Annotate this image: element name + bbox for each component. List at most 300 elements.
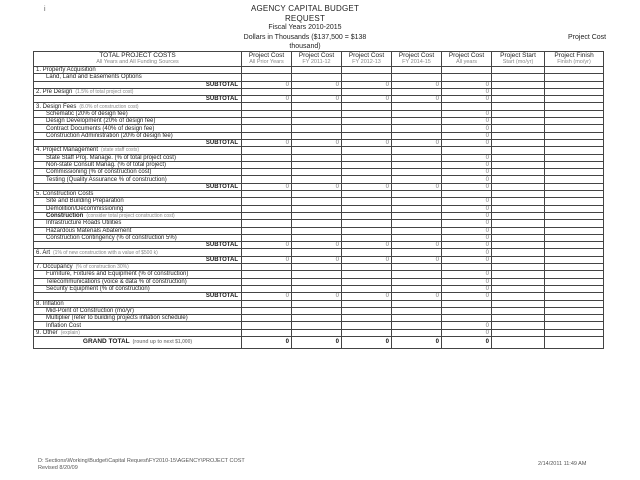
value-cell[interactable]: 0	[442, 220, 492, 227]
value-cell[interactable]: 0	[342, 183, 392, 190]
value-cell[interactable]: 0	[442, 329, 492, 336]
value-cell[interactable]	[545, 336, 604, 348]
value-cell[interactable]	[545, 329, 604, 336]
value-cell[interactable]	[292, 169, 342, 176]
value-cell[interactable]	[545, 264, 604, 271]
value-cell[interactable]	[292, 300, 342, 307]
value-cell[interactable]	[342, 110, 392, 117]
value-cell[interactable]	[492, 212, 545, 219]
value-cell[interactable]: 0	[442, 139, 492, 146]
value-cell[interactable]	[545, 249, 604, 256]
value-cell[interactable]	[545, 256, 604, 263]
value-cell[interactable]	[242, 74, 292, 81]
value-cell[interactable]	[545, 307, 604, 314]
value-cell[interactable]	[242, 191, 292, 198]
value-cell[interactable]: 0	[442, 88, 492, 95]
value-cell[interactable]	[342, 307, 392, 314]
value-cell[interactable]	[292, 110, 342, 117]
value-cell[interactable]: 0	[242, 336, 292, 348]
value-cell[interactable]	[392, 329, 442, 336]
value-cell[interactable]	[392, 110, 442, 117]
value-cell[interactable]	[292, 103, 342, 110]
value-cell[interactable]	[545, 205, 604, 212]
line-item-row	[34, 322, 604, 329]
value-cell[interactable]	[342, 154, 392, 161]
value-cell[interactable]	[545, 74, 604, 81]
value-cell[interactable]	[342, 234, 392, 241]
value-cell[interactable]	[392, 154, 442, 161]
value-cell[interactable]	[492, 125, 545, 132]
subtotal-row	[34, 183, 604, 190]
value-cell[interactable]: 0	[442, 256, 492, 263]
value-cell[interactable]	[342, 227, 392, 234]
value-cell[interactable]	[545, 278, 604, 285]
value-cell[interactable]	[545, 118, 604, 125]
value-cell[interactable]	[545, 227, 604, 234]
value-cell[interactable]	[242, 125, 292, 132]
value-cell[interactable]	[242, 264, 292, 271]
value-cell[interactable]	[242, 278, 292, 285]
value-cell[interactable]	[392, 300, 442, 307]
value-cell[interactable]: 0	[442, 336, 492, 348]
value-cell[interactable]	[545, 176, 604, 183]
value-cell[interactable]	[492, 315, 545, 322]
value-cell[interactable]	[492, 169, 545, 176]
value-cell[interactable]	[392, 220, 442, 227]
value-cell[interactable]	[392, 103, 442, 110]
value-cell[interactable]	[292, 264, 342, 271]
footer-revised: Revised 8/20/09	[38, 465, 78, 471]
row-label	[34, 205, 242, 212]
row-note: (state staff costs)	[101, 147, 140, 154]
value-cell[interactable]	[492, 322, 545, 329]
value-cell[interactable]	[492, 191, 545, 198]
value-cell[interactable]: 0	[392, 183, 442, 190]
value-cell[interactable]	[545, 132, 604, 139]
value-cell[interactable]	[242, 322, 292, 329]
value-cell[interactable]	[392, 307, 442, 314]
document-title: AGENCY CAPITAL BUDGET REQUEST	[250, 4, 360, 23]
row-title: 8. Inflation	[36, 300, 64, 307]
value-cell[interactable]: 0	[392, 242, 442, 249]
row-title: Testing (Quality Assurance % of construction)	[46, 176, 167, 183]
value-cell[interactable]: 0	[442, 161, 492, 168]
value-cell[interactable]	[545, 139, 604, 146]
value-cell[interactable]: 0	[442, 227, 492, 234]
value-cell[interactable]	[292, 191, 342, 198]
value-cell[interactable]	[492, 176, 545, 183]
value-cell[interactable]	[242, 205, 292, 212]
value-cell[interactable]	[342, 169, 392, 176]
value-cell[interactable]	[342, 147, 392, 154]
header-line2: All Prior Years	[249, 59, 284, 65]
value-cell[interactable]	[242, 88, 292, 95]
value-cell[interactable]: 0	[342, 336, 392, 348]
value-cell[interactable]	[342, 264, 392, 271]
value-cell[interactable]: 0	[342, 242, 392, 249]
value-cell[interactable]	[292, 88, 342, 95]
value-cell[interactable]	[292, 315, 342, 322]
value-cell[interactable]	[492, 103, 545, 110]
value-cell[interactable]: 0	[392, 139, 442, 146]
value-cell[interactable]	[242, 249, 292, 256]
value-cell[interactable]	[242, 271, 292, 278]
value-cell[interactable]: 0	[342, 256, 392, 263]
value-cell[interactable]: 0	[242, 242, 292, 249]
value-cell[interactable]	[242, 300, 292, 307]
value-cell[interactable]	[242, 161, 292, 168]
value-cell[interactable]	[492, 67, 545, 74]
value-cell[interactable]	[392, 169, 442, 176]
value-cell[interactable]: 0	[442, 242, 492, 249]
value-cell[interactable]	[292, 249, 342, 256]
value-cell[interactable]	[492, 139, 545, 146]
value-cell[interactable]	[342, 176, 392, 183]
row-title: Contract Documents (40% of design fee)	[46, 125, 155, 132]
value-cell[interactable]	[392, 88, 442, 95]
value-cell[interactable]	[292, 147, 342, 154]
row-label	[34, 125, 242, 132]
value-cell[interactable]	[545, 147, 604, 154]
value-cell[interactable]: 0	[242, 81, 292, 88]
value-cell[interactable]	[545, 81, 604, 88]
value-cell[interactable]	[492, 118, 545, 125]
value-cell[interactable]	[492, 205, 545, 212]
value-cell[interactable]	[342, 278, 392, 285]
value-cell[interactable]	[242, 103, 292, 110]
value-cell[interactable]	[442, 74, 492, 81]
dollars-note: Dollars in Thousands ($137,500 = $138 thousand)	[243, 33, 367, 50]
value-cell[interactable]	[242, 212, 292, 219]
value-cell[interactable]	[492, 96, 545, 103]
value-cell[interactable]: 0	[342, 81, 392, 88]
value-cell[interactable]	[392, 205, 442, 212]
value-cell[interactable]	[545, 96, 604, 103]
value-cell[interactable]	[492, 242, 545, 249]
value-cell[interactable]	[442, 147, 492, 154]
value-cell[interactable]	[342, 191, 392, 198]
value-cell[interactable]: 0	[242, 256, 292, 263]
value-cell[interactable]	[292, 329, 342, 336]
value-cell[interactable]	[492, 293, 545, 300]
value-cell[interactable]	[342, 74, 392, 81]
header-line1: Project Cost	[398, 52, 435, 59]
value-cell[interactable]	[545, 103, 604, 110]
value-cell[interactable]	[242, 132, 292, 139]
value-cell[interactable]	[342, 198, 392, 205]
value-cell[interactable]	[242, 118, 292, 125]
row-title: Construction Administration (20% of design fee)	[46, 132, 173, 139]
value-cell[interactable]: 0	[442, 205, 492, 212]
value-cell[interactable]	[292, 322, 342, 329]
value-cell[interactable]	[292, 307, 342, 314]
row-title: Security Equipment (% of construction)	[46, 286, 150, 293]
value-cell[interactable]	[342, 315, 392, 322]
value-cell[interactable]: 0	[442, 322, 492, 329]
value-cell[interactable]	[242, 176, 292, 183]
value-cell[interactable]	[342, 220, 392, 227]
grand-total-row	[34, 336, 604, 348]
value-cell[interactable]	[392, 278, 442, 285]
value-cell[interactable]	[292, 234, 342, 241]
value-cell[interactable]	[442, 300, 492, 307]
value-cell[interactable]: 0	[292, 183, 342, 190]
value-cell[interactable]: 0	[292, 256, 342, 263]
value-cell[interactable]: 0	[242, 293, 292, 300]
value-cell[interactable]: 0	[442, 176, 492, 183]
value-cell[interactable]	[342, 212, 392, 219]
project-cost-label: Project Cost	[568, 34, 607, 41]
value-cell[interactable]	[392, 161, 442, 168]
value-cell[interactable]	[342, 88, 392, 95]
value-cell[interactable]	[242, 315, 292, 322]
value-cell[interactable]	[392, 271, 442, 278]
value-cell[interactable]: 0	[442, 234, 492, 241]
value-cell[interactable]	[242, 220, 292, 227]
row-label	[34, 81, 242, 88]
value-cell[interactable]	[492, 220, 545, 227]
header-line1: Project Start	[500, 52, 536, 59]
value-cell[interactable]	[492, 88, 545, 95]
row-label	[34, 293, 242, 300]
value-cell[interactable]	[292, 118, 342, 125]
value-cell[interactable]	[442, 191, 492, 198]
value-cell[interactable]	[442, 307, 492, 314]
value-cell[interactable]	[545, 220, 604, 227]
value-cell[interactable]	[492, 132, 545, 139]
value-cell[interactable]	[545, 154, 604, 161]
value-cell[interactable]	[342, 132, 392, 139]
value-cell[interactable]	[392, 67, 442, 74]
value-cell[interactable]	[242, 147, 292, 154]
value-cell[interactable]: 0	[442, 183, 492, 190]
value-cell[interactable]	[392, 227, 442, 234]
value-cell[interactable]	[292, 125, 342, 132]
value-cell[interactable]	[392, 118, 442, 125]
value-cell[interactable]: 0	[442, 132, 492, 139]
value-cell[interactable]	[342, 271, 392, 278]
value-cell[interactable]	[292, 198, 342, 205]
value-cell[interactable]: 0	[442, 110, 492, 117]
value-cell[interactable]	[292, 154, 342, 161]
value-cell[interactable]	[545, 161, 604, 168]
row-label	[34, 271, 242, 278]
row-title: Furniture, Fixtures and Equipment (% of construction)	[46, 271, 189, 278]
value-cell[interactable]	[442, 67, 492, 74]
value-cell[interactable]	[545, 234, 604, 241]
value-cell[interactable]	[492, 307, 545, 314]
value-cell[interactable]: 0	[442, 271, 492, 278]
value-cell[interactable]	[242, 198, 292, 205]
value-cell[interactable]: 0	[292, 81, 342, 88]
value-cell[interactable]	[545, 67, 604, 74]
value-cell[interactable]: 0	[442, 96, 492, 103]
value-cell[interactable]	[242, 329, 292, 336]
value-cell[interactable]: 0	[392, 96, 442, 103]
value-cell[interactable]	[545, 271, 604, 278]
value-cell[interactable]	[545, 191, 604, 198]
value-cell[interactable]	[492, 329, 545, 336]
line-item-row	[34, 205, 604, 212]
row-title: 3. Design Fees	[36, 103, 77, 110]
row-label	[34, 307, 242, 314]
value-cell[interactable]: 0	[292, 139, 342, 146]
value-cell[interactable]: 0	[292, 336, 342, 348]
value-cell[interactable]	[492, 285, 545, 292]
value-cell[interactable]	[342, 161, 392, 168]
value-cell[interactable]: 0	[392, 293, 442, 300]
value-cell[interactable]	[492, 256, 545, 263]
value-cell[interactable]	[492, 336, 545, 348]
value-cell[interactable]: 0	[442, 278, 492, 285]
value-cell[interactable]	[492, 234, 545, 241]
value-cell[interactable]	[392, 315, 442, 322]
value-cell[interactable]	[292, 285, 342, 292]
value-cell[interactable]: 0	[292, 293, 342, 300]
value-cell[interactable]	[392, 198, 442, 205]
row-title: Hazardous Materials Abatement	[46, 227, 132, 234]
value-cell[interactable]	[242, 234, 292, 241]
value-cell[interactable]	[492, 227, 545, 234]
value-cell[interactable]: 0	[242, 183, 292, 190]
value-cell[interactable]	[492, 110, 545, 117]
row-label	[34, 103, 242, 110]
line-item-row	[34, 315, 604, 322]
value-cell[interactable]	[342, 322, 392, 329]
value-cell[interactable]	[242, 227, 292, 234]
value-cell[interactable]	[392, 176, 442, 183]
value-cell[interactable]: 0	[442, 118, 492, 125]
value-cell[interactable]	[292, 205, 342, 212]
value-cell[interactable]	[392, 191, 442, 198]
value-cell[interactable]	[492, 183, 545, 190]
value-cell[interactable]: 0	[442, 125, 492, 132]
value-cell[interactable]	[492, 278, 545, 285]
value-cell[interactable]: 0	[442, 293, 492, 300]
value-cell[interactable]	[342, 329, 392, 336]
value-cell[interactable]	[545, 198, 604, 205]
value-cell[interactable]	[292, 271, 342, 278]
value-cell[interactable]: 0	[242, 96, 292, 103]
value-cell[interactable]	[545, 322, 604, 329]
value-cell[interactable]	[392, 74, 442, 81]
value-cell[interactable]: 0	[442, 212, 492, 219]
value-cell[interactable]	[492, 271, 545, 278]
value-cell[interactable]: 0	[442, 154, 492, 161]
value-cell[interactable]	[392, 234, 442, 241]
value-cell[interactable]	[342, 205, 392, 212]
value-cell[interactable]: 0	[442, 285, 492, 292]
value-cell[interactable]	[545, 88, 604, 95]
value-cell[interactable]	[342, 300, 392, 307]
value-cell[interactable]	[292, 220, 342, 227]
value-cell[interactable]	[442, 264, 492, 271]
value-cell[interactable]	[545, 242, 604, 249]
value-cell[interactable]	[492, 81, 545, 88]
value-cell[interactable]	[392, 249, 442, 256]
row-label	[34, 118, 242, 125]
value-cell[interactable]	[242, 285, 292, 292]
value-cell[interactable]	[492, 264, 545, 271]
value-cell[interactable]: 0	[392, 336, 442, 348]
value-cell[interactable]	[545, 212, 604, 219]
value-cell[interactable]	[392, 264, 442, 271]
value-cell[interactable]: 0	[342, 139, 392, 146]
value-cell[interactable]	[492, 161, 545, 168]
value-cell[interactable]	[292, 132, 342, 139]
value-cell[interactable]	[392, 125, 442, 132]
value-cell[interactable]: 0	[242, 139, 292, 146]
value-cell[interactable]	[292, 67, 342, 74]
value-cell[interactable]	[492, 74, 545, 81]
value-cell[interactable]	[492, 198, 545, 205]
value-cell[interactable]: 0	[392, 81, 442, 88]
value-cell[interactable]	[242, 154, 292, 161]
value-cell[interactable]	[545, 169, 604, 176]
value-cell[interactable]	[292, 212, 342, 219]
value-cell[interactable]	[392, 285, 442, 292]
value-cell[interactable]	[545, 300, 604, 307]
value-cell[interactable]	[342, 67, 392, 74]
value-cell[interactable]	[342, 118, 392, 125]
value-cell[interactable]	[242, 169, 292, 176]
value-cell[interactable]	[392, 212, 442, 219]
value-cell[interactable]: 0	[442, 81, 492, 88]
value-cell[interactable]	[242, 67, 292, 74]
value-cell[interactable]	[392, 322, 442, 329]
value-cell[interactable]	[342, 125, 392, 132]
value-cell[interactable]	[545, 293, 604, 300]
value-cell[interactable]: 0	[442, 198, 492, 205]
value-cell[interactable]	[292, 227, 342, 234]
value-cell[interactable]	[292, 278, 342, 285]
value-cell[interactable]	[492, 249, 545, 256]
value-cell[interactable]	[392, 147, 442, 154]
value-cell[interactable]	[292, 161, 342, 168]
value-cell[interactable]	[242, 307, 292, 314]
value-cell[interactable]: 0	[442, 249, 492, 256]
value-cell[interactable]	[392, 132, 442, 139]
value-cell[interactable]	[492, 154, 545, 161]
value-cell[interactable]	[545, 183, 604, 190]
value-cell[interactable]	[292, 176, 342, 183]
value-cell[interactable]	[292, 74, 342, 81]
value-cell[interactable]: 0	[292, 242, 342, 249]
value-cell[interactable]	[342, 103, 392, 110]
value-cell[interactable]	[242, 110, 292, 117]
value-cell[interactable]	[545, 285, 604, 292]
value-cell[interactable]	[545, 315, 604, 322]
row-label	[34, 220, 242, 227]
section-row	[34, 191, 604, 198]
value-cell[interactable]: 0	[292, 96, 342, 103]
value-cell[interactable]	[545, 110, 604, 117]
value-cell[interactable]	[342, 285, 392, 292]
value-cell[interactable]	[492, 300, 545, 307]
value-cell[interactable]	[442, 103, 492, 110]
value-cell[interactable]	[342, 249, 392, 256]
row-title: Schematic (20% of design fee)	[46, 110, 128, 117]
row-title: Land, Land and Easements Options	[46, 74, 142, 81]
value-cell[interactable]	[545, 125, 604, 132]
line-item-row	[34, 212, 604, 219]
value-cell[interactable]: 0	[442, 169, 492, 176]
value-cell[interactable]	[492, 147, 545, 154]
value-cell[interactable]: 0	[342, 293, 392, 300]
value-cell[interactable]	[442, 315, 492, 322]
value-cell[interactable]: 0	[342, 96, 392, 103]
value-cell[interactable]: 0	[392, 256, 442, 263]
